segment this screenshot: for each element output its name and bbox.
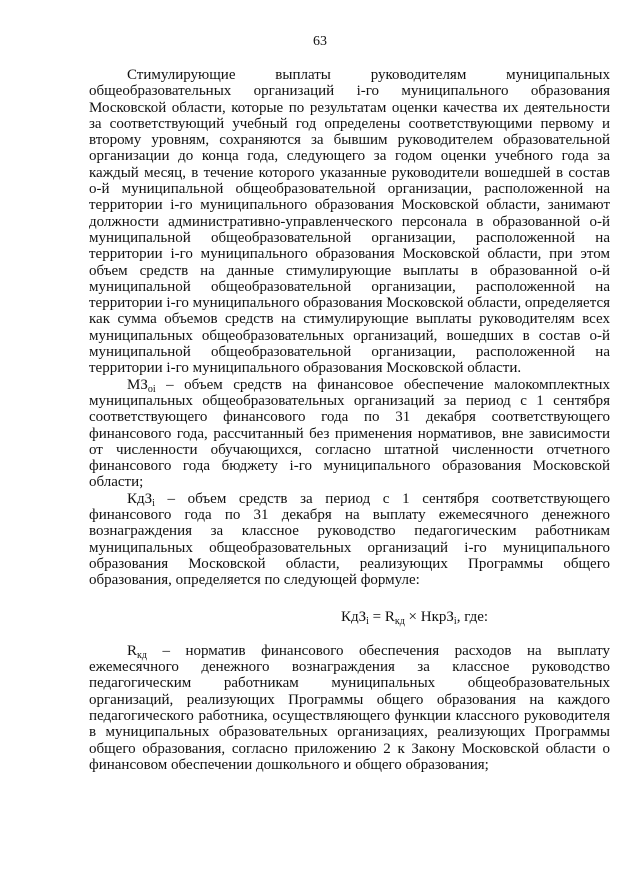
- rkd-symbol: R: [127, 642, 138, 659]
- formula-r-subscript: кд: [394, 615, 405, 627]
- formula-kdz: [89, 609, 610, 625]
- mz-subscript: oi: [147, 383, 156, 395]
- formula-lhs-subscript: i: [366, 615, 369, 627]
- formula-n-subscript: i: [453, 615, 457, 627]
- page-number: 63: [313, 34, 327, 49]
- paragraph-kdz-definition: [89, 491, 610, 589]
- formula-times: × НкрЗ: [404, 608, 454, 625]
- kdz-symbol: КдЗ: [127, 490, 153, 507]
- formula-eq: = R: [368, 608, 395, 625]
- mz-definition-text: – объем средств на финансовое обеспечение малокомплектных муниципальных общеобразовательных организаций за период с 1 сентября соответствующего финансового года по 31 декабря соответствующего финансового года, рассчитанный без применения нормативов, вне зависимости от численности обучающихся, согласно штатной численности отчетного финансового года бюджету i-го муниципального образования Московской области;: [89, 376, 610, 491]
- mz-symbol: МЗ: [127, 376, 148, 393]
- paragraph-stimulating-payments: Стимулирующие выплаты руководителям муниципальных общеобразовательных организаций i-го муниципального образования Московской области, которые по результатам оценки качества их деятельности за соответствующий учебный год определены соответствующими первому и второму уровням, сохраняются за бывшим руководителем образовательной организации до конца года, следующего за годом оценки учебного года за каждый месяц, в течение которого указанные руководители вошедшей в состав о-й муниципальной общеобразовательной организации, расположенной на территории i-го муниципального образования Московской области, занимают должности административно-управленческого персонала в образованной о-й муниципальной общеобразовательной организации, расположенной на территории i-го муниципального образования Московской области, при этом объем средств на данные стимулирующие выплаты в образованной о-й муниципальной общеобразовательной организации, расположенной на территории i-го муниципального образования Московской области, определяется как сумма объемов средств на стимулирующие выплаты руководителям всех муниципальных общеобразовательных организаций, вошедших в состав о-й муниципальной общеобразовательной организации, расположенной на территории i-го муниципального образования Московской области.: [89, 67, 611, 377]
- paragraph-mz-definition: [89, 377, 610, 491]
- kdz-definition-text: – объем средств за период с 1 сентября соответствующего финансового года по 31 декабря на выплату ежемесячного денежного вознаграждения за классное руководство педагогическим работникам муниципальных общеобразовательных организаций i-го муниципального образования Московской области, реализующих Программы общего образования, определяется по следующей формуле:: [89, 490, 610, 589]
- paragraph-rkd-definition: [89, 643, 610, 773]
- formula-tail: , где:: [456, 608, 489, 625]
- rkd-definition-text: – норматив финансового обеспечения расходов на выплату ежемесячного денежного вознаграждения за классное руководство педагогическим работникам муниципальных общеобразовательных организаций, реализующих Программы общего образования на каждого педагогического работника, осуществляющего функции классного руководителя в муниципальных образовательных организациях, реализующих Программы общего образования, согласно приложению 2 к Закону Московской области о финансовом обеспечении дошкольного и общего образования;: [89, 642, 610, 773]
- document-body: [89, 67, 610, 773]
- formula-lhs: КдЗ: [340, 608, 367, 625]
- rkd-subscript: кд: [137, 649, 147, 661]
- kdz-subscript: i: [152, 497, 155, 509]
